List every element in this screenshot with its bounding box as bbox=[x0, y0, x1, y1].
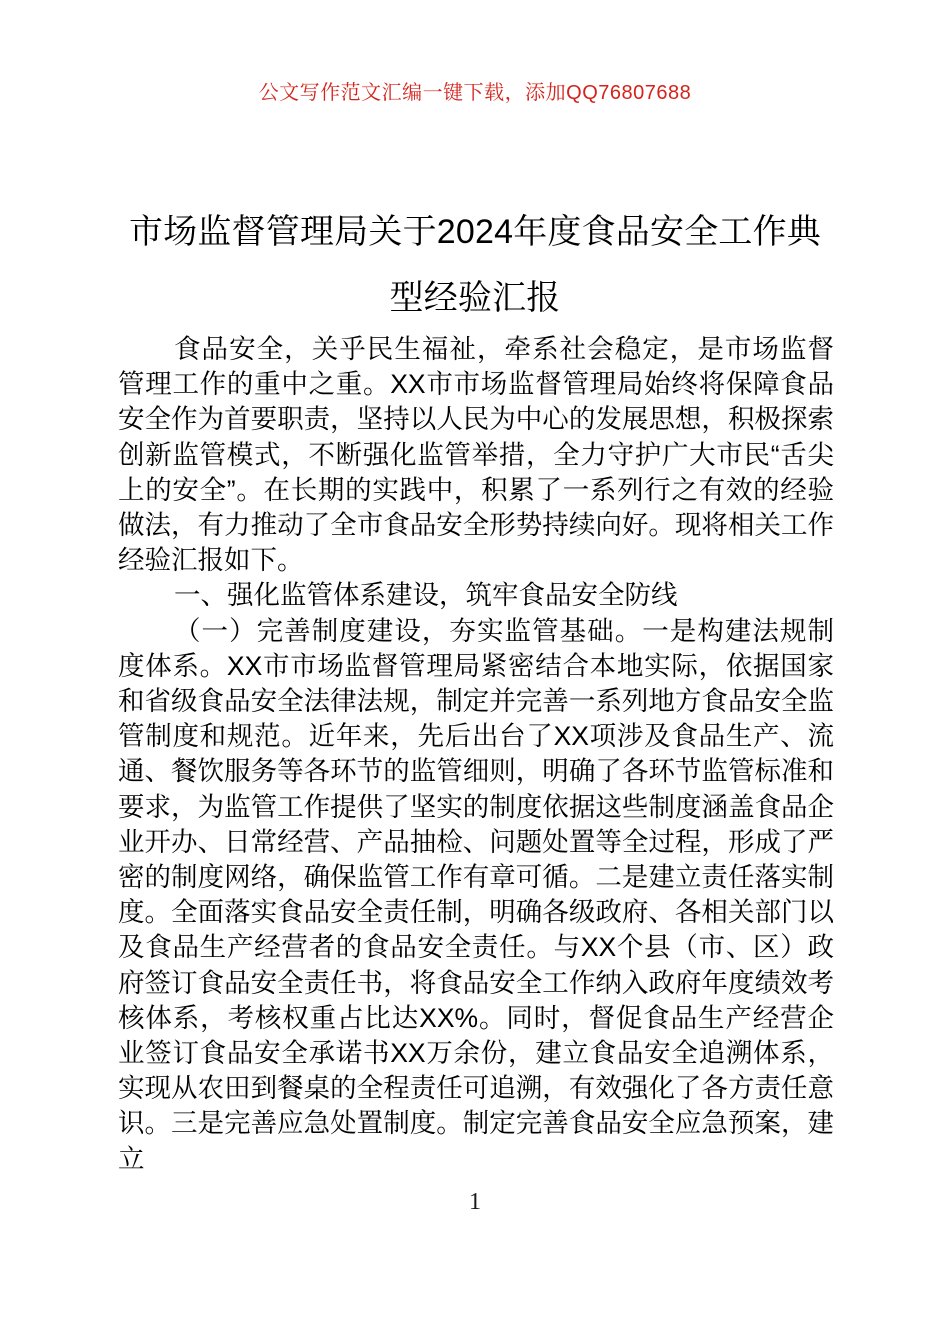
body-paragraph: 食品安全，关乎民生福祉，牵系社会稳定，是市场监督管理工作的重中之重。XX市市场监督管理局始终将保障食品安全作为首要职责，坚持以人民为中心的发展思想，积极探索创新监管模式，不断强化监管举措，全力守护广大市民“舌尖上的安全”。在长期的实践中，积累了一系列行之有效的经验做法，有力推动了全市食品安全形势持续向好。现将相关工作经验汇报如下。 bbox=[118, 334, 834, 576]
page-number: 1 bbox=[469, 1189, 481, 1215]
document-body bbox=[118, 332, 834, 1177]
section-heading-1: 一、强化监管体系建设，筑牢食品安全防线 bbox=[174, 580, 678, 611]
promo-header-text: 公文写作范文汇编一键下载，添加QQ76807688 bbox=[258, 82, 692, 104]
page-title: 市场监督管理局关于2024年度食品安全工作典型经验汇报 bbox=[128, 212, 822, 317]
body-paragraph: （一）完善制度建设，夯实监管基础。一是构建法规制度体系。XX市市场监督管理局紧密结合本地实际，依据国家和省级食品安全法律法规，制定并完善一系列地方食品安全监管制度和规范。近年来，先后出台了XX项涉及食品生产、流通、餐饮服务等各环节的监管细则，明确了各环节监管标准和要求，为监管工作提供了坚实的制度依据这些制度涵盖食品企业开办、日常经营、产品抽检、问题处置等全过程，形成了严密的制度网络，确保监管工作有章可循。二是建立责任落实制度。全面落实食品安全责任制，明确各级政府、各相关部门以及食品生产经营者的食品安全责任。与XX个县（市、区）政府签订食品安全责任书，将食品安全工作纳入政府年度绩效考核体系，考核权重占比达XX%。同时，督促食品生产经营企业签订食品安全承诺书XX万余份，建立食品安全追溯体系，实现从农田到餐桌的全程责任可追溯，有效强化了各方责任意识。三是完善应急处置制度。制定完善食品安全应急预案，建立 bbox=[118, 615, 834, 1174]
